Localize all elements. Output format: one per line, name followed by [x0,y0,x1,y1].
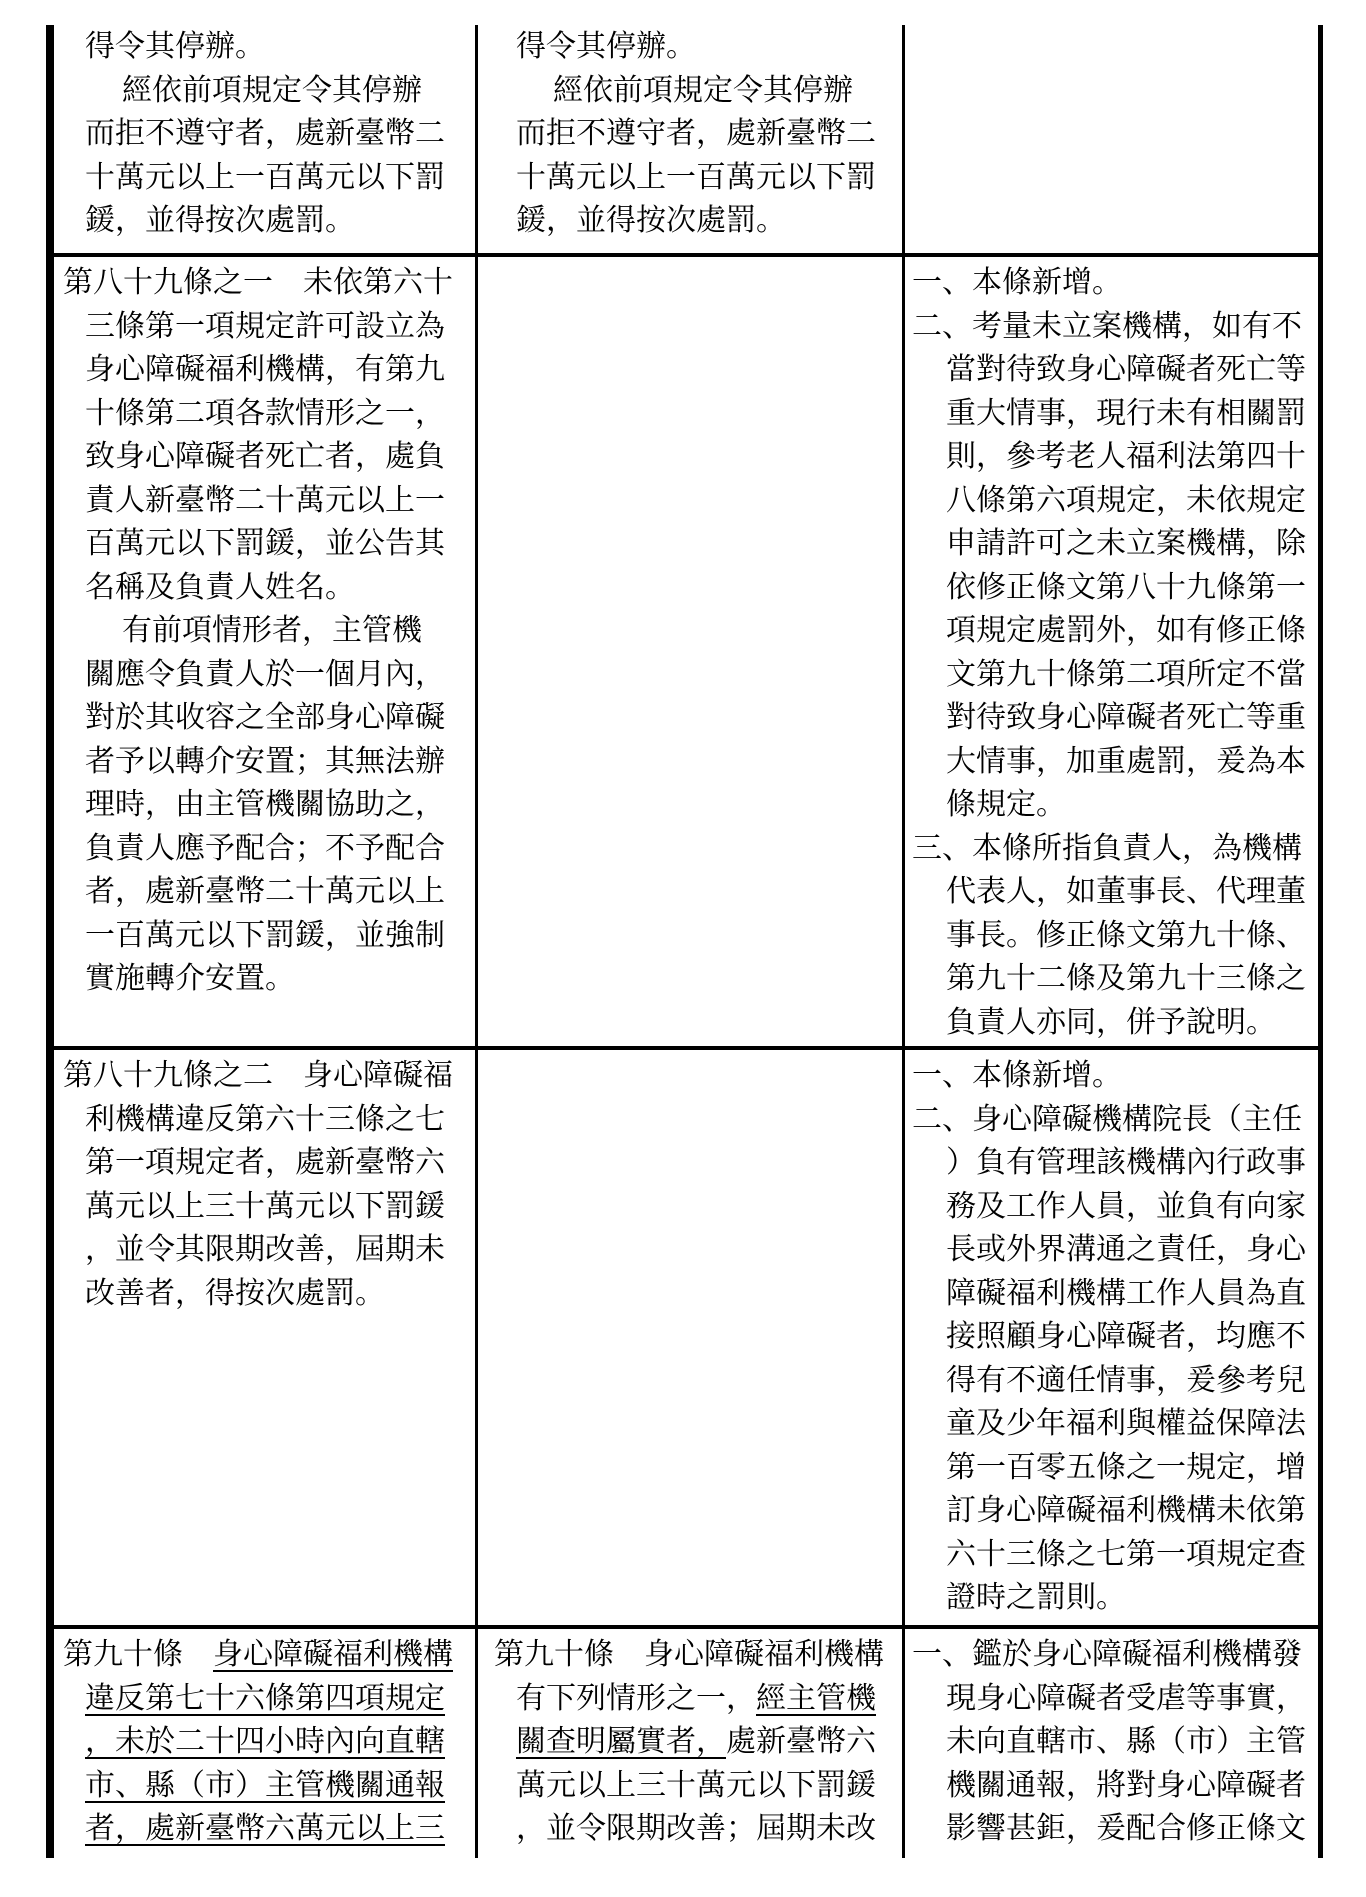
plain-text: 三條第一項規定許可設立為 [85,309,445,343]
text-line [63,156,471,200]
text-line [63,112,471,156]
text-line [494,1633,898,1677]
text-line [912,1315,1316,1359]
plain-text: 二、身心障礙機構院長（主任 [912,1102,1302,1136]
comparison-table [46,25,1323,1858]
plain-text: 致身心障礙者死亡者，處負 [85,440,445,473]
plain-text: 六十三條之七第一項規定查 [946,1537,1306,1571]
plain-text: 得令其停辦。 [516,30,696,63]
text-line [912,827,1316,871]
plain-text: 者予以轉介安置；其無法辦 [85,744,445,778]
text-line [912,348,1316,392]
text-line [63,1185,471,1229]
text-line [63,479,471,523]
text-line [912,1402,1316,1446]
plain-text: 大情事，加重處罰，爰為本 [946,744,1306,778]
amended-provision-cell [54,257,478,1046]
text-line [912,305,1316,349]
underlined-amendment-text: 關查明屬實者， [516,1725,726,1758]
plain-text: 處新臺幣六 [726,1725,876,1758]
plain-text: 訂身心障礙福利機構未依第 [946,1494,1306,1527]
plain-text: 身心障礙福利機構，有第九 [85,353,445,386]
plain-text: 有前項情形者，主管機 [122,614,422,647]
plain-text: 申請許可之未立案機構，除 [946,527,1306,560]
plain-text: 百萬元以下罰鍰，並公告其 [85,527,445,560]
table-row [54,1629,1318,1858]
text-line [912,1807,1316,1851]
text-line [494,1807,898,1851]
text-line [912,1359,1316,1403]
text-line [63,566,471,610]
text-line [63,1228,471,1272]
amended-provision-cell [54,25,478,253]
plain-text: 第八十九條之一 未依第六十 [63,266,453,299]
text-line [912,783,1316,827]
current-provision-cell [478,257,905,1046]
plain-text: 得有不適任情事，爰參考兒 [946,1363,1306,1397]
current-provision-cell [478,1629,905,1858]
text-line [494,1764,898,1808]
text-line [63,1764,471,1808]
text-line [63,1054,471,1098]
text-line [63,69,471,113]
plain-text: 而拒不遵守者，處新臺幣二 [516,117,876,150]
plain-text: 接照顧身心障礙者，均應不 [946,1320,1306,1353]
plain-text: 理時，由主管機關協助之， [85,788,445,821]
amended-provision-cell [54,1629,478,1858]
text-line [912,261,1316,305]
plain-text: 影響甚鉅，爰配合修正條文 [946,1812,1306,1845]
text-line [912,696,1316,740]
text-line [912,653,1316,697]
text-line [63,1720,471,1764]
text-line [494,156,898,200]
text-line [912,1272,1316,1316]
plain-text: 第九十條 [63,1638,213,1671]
table-row [54,1050,1318,1629]
text-line [912,435,1316,479]
plain-text: 對待致身心障礙者死亡等重 [946,701,1306,734]
text-line [63,609,471,653]
text-line [63,740,471,784]
text-line [912,1001,1316,1045]
plain-text: 改善者，得按次處罰。 [85,1276,385,1310]
text-line [63,305,471,349]
plain-text: 證時之罰則。 [946,1581,1126,1614]
plain-text: 對於其收容之全部身心障礙 [85,701,445,734]
plain-text: 項規定處罰外，如有修正條 [946,614,1306,647]
text-line [912,566,1316,610]
underlined-amendment-text: 身心障礙福利機構 [213,1638,453,1671]
plain-text: ，並令限期改善；屆期未改 [516,1812,876,1845]
plain-text: 重大情事，現行未有相關罰 [946,396,1306,430]
text-line [494,25,898,69]
plain-text: 一、鑑於身心障礙福利機構發 [912,1638,1302,1671]
text-line [912,1576,1316,1620]
plain-text: 鍰，並得按次處罰。 [85,204,355,237]
text-line [63,261,471,305]
text-line [494,199,898,243]
text-line [63,1677,471,1721]
text-line [63,914,471,958]
plain-text: 依修正條文第八十九條第一 [946,570,1306,604]
plain-text: 一、本條新增。 [912,266,1122,299]
plain-text: 經依前項規定令其停辦 [553,73,853,107]
plain-text: 八條第六項規定，未依規定 [946,483,1306,517]
text-line [912,479,1316,523]
text-line [912,392,1316,436]
underlined-amendment-text: 經主管機 [756,1681,876,1715]
text-line [912,609,1316,653]
text-line [494,69,898,113]
text-line [63,827,471,871]
plain-text: 得令其停辦。 [85,30,265,63]
text-line [63,522,471,566]
text-line [912,1228,1316,1272]
text-line [63,1807,471,1851]
plain-text: 者，處新臺幣二十萬元以上 [85,875,445,908]
text-line [912,1489,1316,1533]
plain-text: 三、本條所指負責人，為機構 [912,831,1302,865]
table-row [54,25,1318,257]
plain-text: 責人新臺幣二十萬元以上一 [85,483,445,517]
plain-text: ）負有管理該機構內行政事 [946,1146,1306,1179]
plain-text: 十萬元以上一百萬元以下罰 [85,160,445,194]
text-line [912,870,1316,914]
plain-text: 萬元以上三十萬元以下罰鍰 [516,1768,876,1802]
plain-text: 機關通報，將對身心障礙者 [946,1768,1306,1802]
current-provision-cell [478,1050,905,1625]
underlined-amendment-text: 者，處新臺幣六萬元以上三 [85,1812,445,1845]
explanation-cell [905,1050,1318,1625]
plain-text: 代表人，如董事長、代理董 [946,875,1306,908]
plain-text: 則，參考老人福利法第四十 [946,440,1306,473]
text-line [63,696,471,740]
explanation-cell [905,1629,1318,1858]
text-line [63,348,471,392]
text-line [912,1764,1316,1808]
plain-text: 未向直轄市、縣（市）主管 [946,1725,1306,1758]
text-line [63,1633,471,1677]
text-line [494,112,898,156]
plain-text: 二、考量未立案機構，如有不 [912,309,1302,343]
text-line [63,870,471,914]
plain-text: 實施轉介安置。 [85,962,295,995]
plain-text: 鍰，並得按次處罰。 [516,204,786,237]
text-line [63,1141,471,1185]
plain-text: 第一項規定者，處新臺幣六 [85,1146,445,1179]
text-line [63,25,471,69]
underlined-amendment-text: ，未於二十四小時內向直轄 [85,1725,445,1758]
text-line [63,653,471,697]
explanation-cell [905,25,1318,253]
plain-text: 一、本條新增。 [912,1059,1122,1092]
plain-text: 當對待致身心障礙者死亡等 [946,353,1306,386]
plain-text: 第九十條 身心障礙福利機構 [494,1638,884,1671]
plain-text: 經依前項規定令其停辦 [122,73,422,107]
plain-text: 條規定。 [946,788,1066,821]
text-line [494,1677,898,1721]
plain-text: 負責人應予配合；不予配合 [85,831,445,865]
text-line [63,392,471,436]
plain-text: 而拒不遵守者，處新臺幣二 [85,117,445,150]
plain-text: 有下列情形之一， [516,1681,756,1715]
text-line [912,957,1316,1001]
text-line [912,522,1316,566]
plain-text: 關應令負責人於一個月內， [85,657,445,691]
text-line [63,199,471,243]
plain-text: 現身心障礙者受虐等事實， [946,1681,1306,1715]
plain-text: 文第九十條第二項所定不當 [946,657,1306,691]
text-line [912,1533,1316,1577]
table-body [54,25,1318,1858]
text-line [912,1054,1316,1098]
plain-text: 長或外界溝通之責任，身心 [946,1233,1306,1266]
text-line [912,914,1316,958]
text-line [912,1141,1316,1185]
plain-text: 務及工作人員，並負有向家 [946,1189,1306,1223]
text-line [912,740,1316,784]
underlined-amendment-text: 違反第七十六條第四項規定 [85,1681,445,1715]
plain-text: 第九十二條及第九十三條之 [946,962,1306,995]
amended-provision-cell [54,1050,478,1625]
plain-text: 一百萬元以下罰鍰，並強制 [85,918,445,952]
text-line [912,1446,1316,1490]
text-line [912,1720,1316,1764]
plain-text: 萬元以上三十萬元以下罰鍰 [85,1189,445,1223]
current-provision-cell [478,25,905,253]
plain-text: 童及少年福利與權益保障法 [946,1407,1306,1440]
plain-text: 名稱及負責人姓名。 [85,570,355,604]
text-line [63,1272,471,1316]
explanation-cell [905,257,1318,1046]
text-line [494,1720,898,1764]
text-line [63,1098,471,1142]
plain-text: 事長。修正條文第九十條、 [946,918,1306,952]
text-line [912,1633,1316,1677]
text-line [63,783,471,827]
text-line [912,1677,1316,1721]
underlined-amendment-text: 市、縣（市）主管機關通報 [85,1768,445,1802]
plain-text: 利機構違反第六十三條之七 [85,1102,445,1136]
text-line [63,435,471,479]
table-row [54,257,1318,1050]
plain-text: 障礙福利機構工作人員為直 [946,1276,1306,1310]
text-line [912,1098,1316,1142]
plain-text: 第八十九條之二 身心障礙福 [63,1059,453,1092]
plain-text: 第一百零五條之一規定，增 [946,1450,1306,1484]
text-line [63,957,471,1001]
plain-text: 十條第二項各款情形之一， [85,396,445,430]
plain-text: ，並令其限期改善，屆期未 [85,1233,445,1266]
plain-text: 十萬元以上一百萬元以下罰 [516,160,876,194]
plain-text: 負責人亦同，併予說明。 [946,1005,1276,1039]
text-line [912,1185,1316,1229]
